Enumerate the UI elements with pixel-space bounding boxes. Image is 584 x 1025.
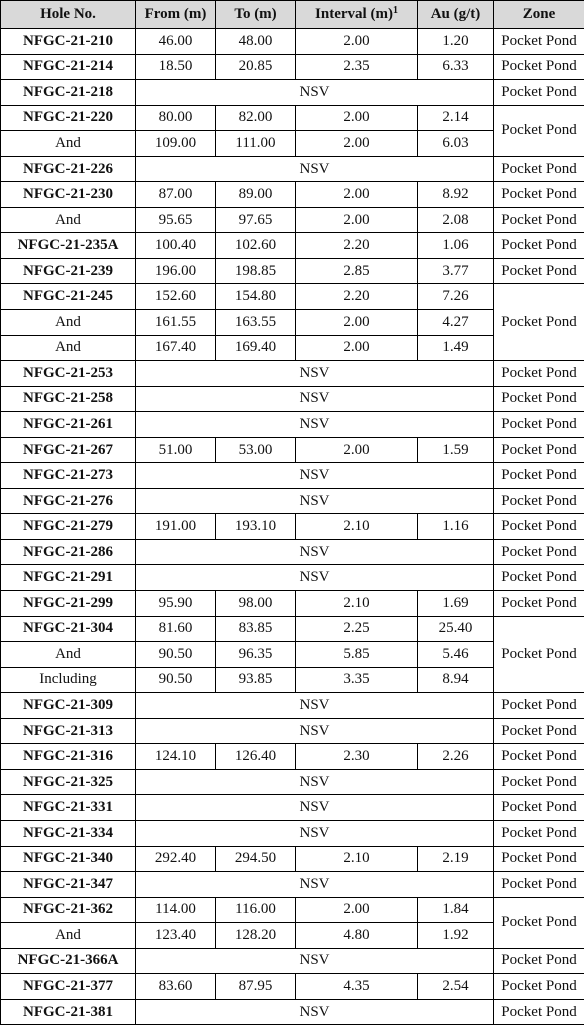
interval-cell: 2.20 xyxy=(296,284,418,310)
zone-cell: Pocket Pond xyxy=(494,207,584,233)
hole-no-cell: NFGC-21-331 xyxy=(1,795,136,821)
to-cell: 20.85 xyxy=(216,54,296,80)
nsv-cell: NSV xyxy=(136,386,494,412)
au-cell: 1.06 xyxy=(418,233,494,259)
hole-no-cell: NFGC-21-261 xyxy=(1,412,136,438)
to-cell: 98.00 xyxy=(216,591,296,617)
zone-cell: Pocket Pond xyxy=(494,795,584,821)
au-cell: 2.08 xyxy=(418,207,494,233)
table-row xyxy=(1,718,584,744)
au-cell: 6.33 xyxy=(418,54,494,80)
hole-no-cell: NFGC-21-325 xyxy=(1,769,136,795)
hole-no-cell: NFGC-21-220 xyxy=(1,105,136,131)
hole-no-cell: NFGC-21-226 xyxy=(1,156,136,182)
to-cell: 48.00 xyxy=(216,29,296,55)
header-interval xyxy=(296,1,418,29)
zone-cell: Pocket Pond xyxy=(494,54,584,80)
nsv-cell: NSV xyxy=(136,999,494,1025)
hole-no-cell: NFGC-21-316 xyxy=(1,744,136,770)
from-cell: 90.50 xyxy=(136,667,216,693)
zone-cell: Pocket Pond xyxy=(494,744,584,770)
au-cell: 1.49 xyxy=(418,335,494,361)
from-cell: 51.00 xyxy=(136,437,216,463)
hole-no-cell: NFGC-21-340 xyxy=(1,846,136,872)
table-row xyxy=(1,744,584,770)
zone-cell: Pocket Pond xyxy=(494,463,584,489)
interval-cell: 2.00 xyxy=(296,437,418,463)
nsv-cell: NSV xyxy=(136,820,494,846)
interval-cell: 2.25 xyxy=(296,616,418,642)
table-row xyxy=(1,361,584,387)
zone-cell: Pocket Pond xyxy=(494,488,584,514)
interval-cell: 2.00 xyxy=(296,207,418,233)
table-row xyxy=(1,437,584,463)
table-row xyxy=(1,591,584,617)
to-cell: 193.10 xyxy=(216,514,296,540)
hole-no-cell: NFGC-21-366A xyxy=(1,948,136,974)
zone-cell: Pocket Pond xyxy=(494,233,584,259)
nsv-cell: NSV xyxy=(136,795,494,821)
from-cell: 46.00 xyxy=(136,29,216,55)
table-row xyxy=(1,897,584,923)
to-cell: 89.00 xyxy=(216,182,296,208)
au-cell: 1.92 xyxy=(418,923,494,949)
zone-cell: Pocket Pond xyxy=(494,105,584,156)
zone-cell: Pocket Pond xyxy=(494,846,584,872)
hole-no-cell: Including xyxy=(1,667,136,693)
interval-cell: 2.00 xyxy=(296,897,418,923)
hole-no-cell: NFGC-21-258 xyxy=(1,386,136,412)
from-cell: 292.40 xyxy=(136,846,216,872)
table-row xyxy=(1,820,584,846)
zone-cell: Pocket Pond xyxy=(494,514,584,540)
zone-cell: Pocket Pond xyxy=(494,897,584,948)
hole-no-cell: NFGC-21-299 xyxy=(1,591,136,617)
zone-cell: Pocket Pond xyxy=(494,616,584,693)
hole-no-cell: NFGC-21-239 xyxy=(1,258,136,284)
interval-cell: 2.00 xyxy=(296,131,418,157)
table-row xyxy=(1,258,584,284)
zone-cell: Pocket Pond xyxy=(494,258,584,284)
au-cell: 1.59 xyxy=(418,437,494,463)
au-cell: 1.69 xyxy=(418,591,494,617)
zone-cell: Pocket Pond xyxy=(494,718,584,744)
zone-cell: Pocket Pond xyxy=(494,769,584,795)
hole-no-cell: NFGC-21-276 xyxy=(1,488,136,514)
table-row xyxy=(1,156,584,182)
hole-no-cell: NFGC-21-253 xyxy=(1,361,136,387)
hole-no-cell: NFGC-21-304 xyxy=(1,616,136,642)
hole-no-cell: NFGC-21-218 xyxy=(1,80,136,106)
hole-no-cell: NFGC-21-273 xyxy=(1,463,136,489)
au-cell: 6.03 xyxy=(418,131,494,157)
table-row xyxy=(1,463,584,489)
from-cell: 95.90 xyxy=(136,591,216,617)
from-cell: 83.60 xyxy=(136,974,216,1000)
interval-cell: 4.80 xyxy=(296,923,418,949)
interval-cell: 2.00 xyxy=(296,310,418,336)
hole-no-cell: NFGC-21-309 xyxy=(1,693,136,719)
au-cell: 2.54 xyxy=(418,974,494,1000)
zone-cell: Pocket Pond xyxy=(494,820,584,846)
from-cell: 109.00 xyxy=(136,131,216,157)
from-cell: 124.10 xyxy=(136,744,216,770)
au-cell: 1.84 xyxy=(418,897,494,923)
table-row xyxy=(1,565,584,591)
zone-cell: Pocket Pond xyxy=(494,156,584,182)
to-cell: 294.50 xyxy=(216,846,296,872)
hole-no-cell: NFGC-21-230 xyxy=(1,182,136,208)
from-cell: 90.50 xyxy=(136,642,216,668)
zone-cell: Pocket Pond xyxy=(494,361,584,387)
to-cell: 198.85 xyxy=(216,258,296,284)
from-cell: 100.40 xyxy=(136,233,216,259)
zone-cell: Pocket Pond xyxy=(494,974,584,1000)
hole-no-cell: NFGC-21-313 xyxy=(1,718,136,744)
nsv-cell: NSV xyxy=(136,412,494,438)
table-row xyxy=(1,974,584,1000)
interval-cell: 2.10 xyxy=(296,514,418,540)
hole-no-cell: And xyxy=(1,923,136,949)
to-cell: 111.00 xyxy=(216,131,296,157)
interval-cell: 5.85 xyxy=(296,642,418,668)
interval-cell: 2.85 xyxy=(296,258,418,284)
from-cell: 87.00 xyxy=(136,182,216,208)
zone-cell: Pocket Pond xyxy=(494,29,584,55)
table-row xyxy=(1,54,584,80)
au-cell: 8.94 xyxy=(418,667,494,693)
from-cell: 80.00 xyxy=(136,105,216,131)
hole-no-cell: NFGC-21-214 xyxy=(1,54,136,80)
zone-cell: Pocket Pond xyxy=(494,412,584,438)
nsv-cell: NSV xyxy=(136,565,494,591)
hole-no-cell: NFGC-21-235A xyxy=(1,233,136,259)
zone-cell: Pocket Pond xyxy=(494,948,584,974)
table-row xyxy=(1,616,584,642)
zone-cell: Pocket Pond xyxy=(494,693,584,719)
header-row xyxy=(1,1,584,29)
nsv-cell: NSV xyxy=(136,948,494,974)
hole-no-cell: NFGC-21-381 xyxy=(1,999,136,1025)
interval-cell: 2.00 xyxy=(296,105,418,131)
hole-no-cell: NFGC-21-279 xyxy=(1,514,136,540)
to-cell: 97.65 xyxy=(216,207,296,233)
nsv-cell: NSV xyxy=(136,872,494,898)
to-cell: 96.35 xyxy=(216,642,296,668)
table-row xyxy=(1,488,584,514)
from-cell: 18.50 xyxy=(136,54,216,80)
hole-no-cell: And xyxy=(1,207,136,233)
to-cell: 87.95 xyxy=(216,974,296,1000)
table-row xyxy=(1,693,584,719)
to-cell: 116.00 xyxy=(216,897,296,923)
header-zone: Zone xyxy=(494,1,584,29)
zone-cell: Pocket Pond xyxy=(494,437,584,463)
nsv-cell: NSV xyxy=(136,488,494,514)
au-cell: 2.26 xyxy=(418,744,494,770)
hole-no-cell: And xyxy=(1,131,136,157)
to-cell: 169.40 xyxy=(216,335,296,361)
zone-cell: Pocket Pond xyxy=(494,182,584,208)
nsv-cell: NSV xyxy=(136,693,494,719)
zone-cell: Pocket Pond xyxy=(494,386,584,412)
zone-cell: Pocket Pond xyxy=(494,284,584,361)
nsv-cell: NSV xyxy=(136,80,494,106)
header-au: Au (g/t) xyxy=(418,1,494,29)
header-hole-no: Hole No. xyxy=(1,1,136,29)
table-row xyxy=(1,846,584,872)
table-row xyxy=(1,80,584,106)
from-cell: 123.40 xyxy=(136,923,216,949)
zone-cell: Pocket Pond xyxy=(494,872,584,898)
table-row xyxy=(1,412,584,438)
from-cell: 167.40 xyxy=(136,335,216,361)
from-cell: 81.60 xyxy=(136,616,216,642)
zone-cell: Pocket Pond xyxy=(494,999,584,1025)
hole-no-cell: NFGC-21-291 xyxy=(1,565,136,591)
to-cell: 154.80 xyxy=(216,284,296,310)
hole-no-cell: NFGC-21-286 xyxy=(1,539,136,565)
to-cell: 128.20 xyxy=(216,923,296,949)
table-body xyxy=(1,29,584,1025)
hole-no-cell: NFGC-21-377 xyxy=(1,974,136,1000)
table-row xyxy=(1,29,584,55)
header-to: To (m) xyxy=(216,1,296,29)
table-row xyxy=(1,207,584,233)
table-row xyxy=(1,539,584,565)
interval-cell: 2.00 xyxy=(296,335,418,361)
from-cell: 114.00 xyxy=(136,897,216,923)
hole-no-cell: NFGC-21-245 xyxy=(1,284,136,310)
interval-cell: 4.35 xyxy=(296,974,418,1000)
table-header xyxy=(1,1,584,29)
hole-no-cell: NFGC-21-210 xyxy=(1,29,136,55)
table-row xyxy=(1,514,584,540)
hole-no-cell: And xyxy=(1,642,136,668)
au-cell: 7.26 xyxy=(418,284,494,310)
hole-no-cell: NFGC-21-334 xyxy=(1,820,136,846)
nsv-cell: NSV xyxy=(136,718,494,744)
table-row xyxy=(1,795,584,821)
from-cell: 161.55 xyxy=(136,310,216,336)
nsv-cell: NSV xyxy=(136,539,494,565)
to-cell: 82.00 xyxy=(216,105,296,131)
interval-cell: 2.10 xyxy=(296,591,418,617)
nsv-cell: NSV xyxy=(136,463,494,489)
interval-cell: 2.35 xyxy=(296,54,418,80)
hole-no-cell: And xyxy=(1,310,136,336)
zone-cell: Pocket Pond xyxy=(494,539,584,565)
from-cell: 191.00 xyxy=(136,514,216,540)
table-row xyxy=(1,284,584,310)
table-row xyxy=(1,182,584,208)
nsv-cell: NSV xyxy=(136,769,494,795)
interval-cell: 2.00 xyxy=(296,29,418,55)
au-cell: 1.16 xyxy=(418,514,494,540)
to-cell: 53.00 xyxy=(216,437,296,463)
table-row xyxy=(1,872,584,898)
to-cell: 102.60 xyxy=(216,233,296,259)
table-row xyxy=(1,948,584,974)
au-cell: 1.20 xyxy=(418,29,494,55)
to-cell: 163.55 xyxy=(216,310,296,336)
nsv-cell: NSV xyxy=(136,361,494,387)
from-cell: 95.65 xyxy=(136,207,216,233)
interval-cell: 2.20 xyxy=(296,233,418,259)
au-cell: 3.77 xyxy=(418,258,494,284)
zone-cell: Pocket Pond xyxy=(494,565,584,591)
table-row xyxy=(1,999,584,1025)
table-row xyxy=(1,233,584,259)
zone-cell: Pocket Pond xyxy=(494,591,584,617)
au-cell: 25.40 xyxy=(418,616,494,642)
table-row xyxy=(1,769,584,795)
interval-cell: 3.35 xyxy=(296,667,418,693)
table-row xyxy=(1,105,584,131)
table-row xyxy=(1,386,584,412)
header-interval-footnote: 1 xyxy=(393,5,398,16)
from-cell: 196.00 xyxy=(136,258,216,284)
interval-cell: 2.30 xyxy=(296,744,418,770)
header-from: From (m) xyxy=(136,1,216,29)
from-cell: 152.60 xyxy=(136,284,216,310)
header-interval-label: Interval (m) xyxy=(315,6,393,22)
to-cell: 126.40 xyxy=(216,744,296,770)
hole-no-cell: NFGC-21-347 xyxy=(1,872,136,898)
interval-cell: 2.00 xyxy=(296,182,418,208)
zone-cell: Pocket Pond xyxy=(494,80,584,106)
interval-cell: 2.10 xyxy=(296,846,418,872)
to-cell: 83.85 xyxy=(216,616,296,642)
au-cell: 5.46 xyxy=(418,642,494,668)
hole-no-cell: NFGC-21-362 xyxy=(1,897,136,923)
au-cell: 2.14 xyxy=(418,105,494,131)
au-cell: 4.27 xyxy=(418,310,494,336)
au-cell: 2.19 xyxy=(418,846,494,872)
hole-no-cell: And xyxy=(1,335,136,361)
nsv-cell: NSV xyxy=(136,156,494,182)
to-cell: 93.85 xyxy=(216,667,296,693)
hole-no-cell: NFGC-21-267 xyxy=(1,437,136,463)
au-cell: 8.92 xyxy=(418,182,494,208)
